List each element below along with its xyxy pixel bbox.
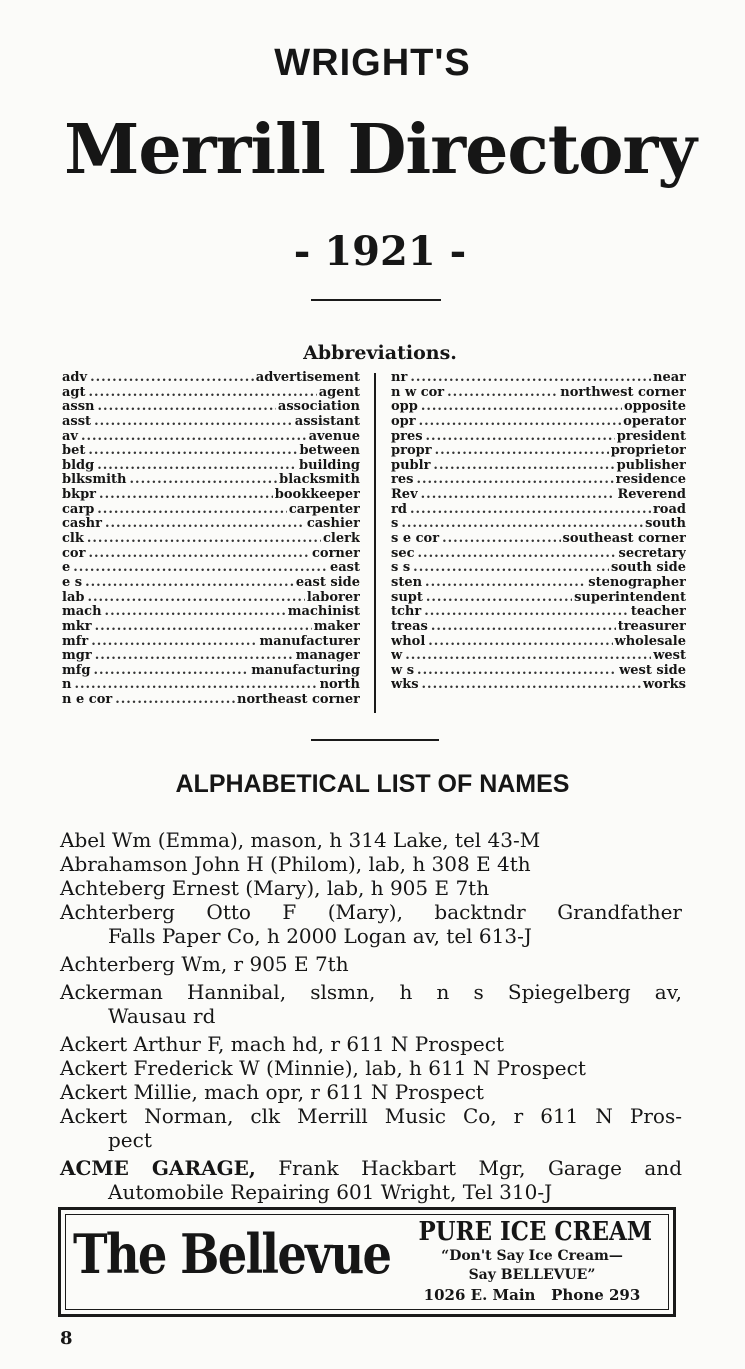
abbreviation-key: n w cor	[391, 385, 445, 400]
abbreviation-row	[62, 430, 360, 445]
abbreviation-key: sec	[391, 546, 415, 561]
abbreviation-row	[391, 664, 686, 679]
entry-continuation: pect	[108, 1128, 152, 1152]
abbreviation-meaning: clerk	[323, 532, 360, 547]
leader-dots	[88, 547, 310, 562]
leader-dots	[94, 415, 293, 430]
abbreviation-key: sten	[391, 575, 423, 590]
section-rule	[311, 739, 439, 741]
leader-dots	[105, 605, 286, 620]
leader-dots	[88, 444, 297, 459]
abbreviation-meaning: carpenter	[288, 502, 360, 517]
abbreviation-meaning: northeast corner	[237, 693, 360, 708]
abbreviation-meaning: bookkeeper	[274, 488, 360, 503]
abbreviation-row	[391, 678, 686, 693]
directory-title: Merrill Directory	[64, 110, 696, 190]
entry-text: Frank Hackbart Mgr, Garage and	[255, 1156, 682, 1180]
abbreviation-meaning: residence	[615, 473, 686, 488]
abbreviation-key: w s	[391, 663, 415, 678]
abbreviation-key: propr	[391, 444, 432, 459]
entry-business-name: ACME GARAGE,	[60, 1156, 256, 1180]
leader-dots	[416, 473, 613, 488]
abbreviation-row	[391, 532, 686, 547]
abbreviation-meaning: east side	[295, 575, 360, 590]
name-entry	[60, 900, 682, 948]
entry-text: Achterberg Wm, r 905 E 7th	[60, 952, 349, 976]
abbreviations-heading: Abbreviations.	[303, 342, 457, 364]
abbreviation-key: asst	[62, 414, 92, 429]
abbreviation-key: lab	[62, 590, 85, 605]
ad-address: 1026 E. Main	[423, 1286, 536, 1304]
abbreviation-key: whol	[391, 634, 426, 649]
abbreviation-row	[391, 430, 686, 445]
abbreviation-key: bldg	[62, 458, 95, 473]
abbreviation-meaning: operator	[623, 414, 686, 429]
abbreviation-row	[391, 620, 686, 635]
abbreviation-key: s s	[391, 561, 411, 576]
abbreviation-key: mfr	[62, 634, 89, 649]
abbreviation-row	[62, 547, 360, 562]
leader-dots	[93, 664, 249, 679]
abbreviation-key: Rev	[391, 488, 418, 503]
abbreviation-meaning: northwest corner	[560, 385, 686, 400]
leader-dots	[97, 459, 297, 474]
abbreviation-meaning: works	[642, 678, 686, 693]
leader-dots	[442, 532, 560, 547]
abbreviation-key: n	[62, 678, 72, 693]
abbreviation-key: carp	[62, 502, 95, 517]
abbreviation-key: av	[62, 429, 78, 444]
abbreviation-key: publr	[391, 458, 431, 473]
abbreviation-key: res	[391, 473, 414, 488]
entry-continuation: Falls Paper Co, h 2000 Logan av, tel 613-J	[108, 924, 532, 948]
leader-dots	[425, 576, 586, 591]
abbreviation-meaning: building	[299, 458, 360, 473]
abbreviation-row	[62, 649, 360, 664]
abbreviation-meaning: proprietor	[610, 444, 686, 459]
name-list	[60, 828, 682, 1204]
entry-text: Abel Wm (Emma), mason, h 314 Lake, tel 43-M	[60, 828, 541, 852]
ad-contact	[403, 1286, 661, 1304]
name-entry	[60, 1032, 682, 1056]
abbreviation-meaning: corner	[311, 546, 360, 561]
abbreviation-meaning: near	[653, 371, 686, 385]
abbreviation-row	[62, 561, 360, 576]
abbreviation-meaning: west	[653, 649, 686, 664]
abbreviation-row	[62, 591, 360, 606]
abbreviation-key: cor	[62, 546, 86, 561]
leader-dots	[90, 371, 254, 386]
ad-slogan	[403, 1247, 661, 1285]
abbreviation-key: blksmith	[62, 473, 127, 488]
abbreviation-row	[391, 605, 686, 620]
ad-slogan-line: Say BELLEVUE”	[468, 1267, 596, 1283]
abbreviation-key: assn	[62, 400, 95, 415]
abbreviation-row	[391, 591, 686, 606]
leader-dots	[431, 620, 616, 635]
leader-dots	[105, 517, 305, 532]
abbreviation-key: nr	[391, 371, 408, 385]
leader-dots	[95, 620, 312, 635]
abbreviation-row	[391, 386, 686, 401]
name-entry	[60, 1080, 682, 1104]
publisher-name: WRIGHT'S	[274, 42, 471, 84]
name-entry	[60, 852, 682, 876]
leader-dots	[410, 371, 651, 386]
list-heading: ALPHABETICAL LIST OF NAMES	[175, 770, 570, 798]
abbreviation-key: rd	[391, 502, 407, 517]
leader-dots	[447, 386, 558, 401]
abbreviation-row	[391, 488, 686, 503]
abbreviation-row	[62, 576, 360, 591]
abbreviation-key: bkpr	[62, 488, 97, 503]
abbreviation-meaning: Reverend	[617, 488, 686, 503]
abbreviation-row	[62, 386, 360, 401]
name-entry	[60, 980, 682, 1028]
name-entry	[60, 1056, 682, 1080]
bellevue-advertisement	[58, 1207, 676, 1317]
entry-text: Ackert Norman, clk Merrill Music Co, r 611 N Pros-	[60, 1104, 682, 1128]
entry-text: Ackerman Hannibal, slsmn, h n s Spiegelberg av,	[60, 980, 682, 1004]
leader-dots	[87, 591, 304, 606]
abbreviation-row	[62, 459, 360, 474]
leader-dots	[99, 488, 273, 503]
abbreviation-row	[391, 371, 686, 386]
leader-dots	[413, 561, 609, 576]
abbreviation-row	[62, 473, 360, 488]
abbreviation-key: w	[391, 649, 403, 664]
abbreviation-meaning: agent	[318, 385, 360, 400]
leader-dots	[97, 503, 287, 518]
abbreviation-meaning: laborer	[306, 590, 360, 605]
entry-text	[60, 1156, 682, 1180]
entry-text: Abrahamson John H (Philom), lab, h 308 E 4th	[60, 852, 531, 876]
leader-dots	[422, 678, 641, 693]
abbreviation-row	[391, 415, 686, 430]
abbreviation-key: adv	[62, 371, 88, 385]
abbreviation-key: clk	[62, 532, 84, 547]
abbreviation-meaning: opposite	[623, 400, 686, 415]
leader-dots	[95, 649, 294, 664]
abbreviations-right-column	[391, 371, 686, 693]
ad-brand: The Bellevue	[73, 1222, 391, 1286]
abbreviation-key: opr	[391, 414, 416, 429]
abbreviation-row	[62, 517, 360, 532]
abbreviation-meaning: president	[616, 429, 686, 444]
leader-dots	[87, 532, 321, 547]
abbreviation-key: pres	[391, 429, 423, 444]
abbreviation-row	[391, 517, 686, 532]
abbreviation-row	[391, 400, 686, 415]
leader-dots	[405, 649, 651, 664]
leader-dots	[417, 664, 617, 679]
abbreviation-meaning: secretary	[618, 546, 686, 561]
abbreviation-meaning: wholesale	[614, 634, 686, 649]
abbreviation-key: n e cor	[62, 693, 113, 708]
abbreviation-meaning: south	[645, 517, 686, 532]
abbreviations-divider	[374, 373, 376, 713]
abbreviation-meaning: east	[329, 561, 360, 576]
abbreviation-meaning: southeast corner	[562, 532, 686, 547]
abbreviation-key: agt	[62, 385, 86, 400]
leader-dots	[85, 576, 294, 591]
leader-dots	[428, 635, 612, 650]
leader-dots	[410, 503, 651, 518]
abbreviation-row	[62, 371, 360, 386]
abbreviation-meaning: cashier	[306, 517, 360, 532]
entry-text: Ackert Arthur F, mach hd, r 611 N Prospect	[60, 1032, 504, 1056]
leader-dots	[435, 444, 609, 459]
leader-dots	[98, 400, 276, 415]
leader-dots	[433, 459, 614, 474]
abbreviation-row	[62, 444, 360, 459]
abbreviation-meaning: assistant	[294, 414, 360, 429]
abbreviation-row	[62, 635, 360, 650]
abbreviations-left-column	[62, 371, 360, 708]
abbreviation-meaning: publisher	[616, 458, 686, 473]
abbreviation-meaning: between	[299, 444, 360, 459]
abbreviation-key: bet	[62, 444, 86, 459]
abbreviation-meaning: north	[319, 678, 360, 693]
abbreviation-key: s e cor	[391, 532, 440, 547]
abbreviation-meaning: avenue	[308, 429, 360, 444]
abbreviation-meaning: blacksmith	[279, 473, 360, 488]
name-entry	[60, 952, 682, 976]
abbreviation-key: treas	[391, 619, 428, 634]
leader-dots	[130, 473, 278, 488]
abbreviation-row	[391, 635, 686, 650]
abbreviation-meaning: manufacturing	[251, 663, 360, 678]
abbreviation-row	[62, 400, 360, 415]
entry-text: Achteberg Ernest (Mary), lab, h 905 E 7th	[60, 876, 490, 900]
leader-dots	[115, 693, 235, 708]
directory-year: - 1921 -	[293, 228, 467, 275]
abbreviation-meaning: maker	[313, 619, 360, 634]
abbreviation-meaning: west side	[619, 663, 686, 678]
abbreviation-row	[62, 693, 360, 708]
name-entry	[60, 1156, 682, 1204]
abbreviation-row	[391, 561, 686, 576]
abbreviation-row	[391, 459, 686, 474]
abbreviation-meaning: stenographer	[588, 575, 686, 590]
name-entry	[60, 876, 682, 900]
abbreviation-meaning: manager	[295, 649, 360, 664]
abbreviation-row	[62, 532, 360, 547]
abbreviation-meaning: machinist	[287, 605, 360, 620]
abbreviation-key: mfg	[62, 663, 91, 678]
abbreviation-key: supt	[391, 590, 423, 605]
abbreviation-meaning: manufacturer	[259, 634, 360, 649]
leader-dots	[74, 678, 317, 693]
leader-dots	[73, 561, 328, 576]
leader-dots	[419, 415, 622, 430]
abbreviation-key: tchr	[391, 605, 422, 620]
abbreviation-key: mgr	[62, 649, 92, 664]
abbreviation-key: opp	[391, 400, 418, 415]
name-entry	[60, 828, 682, 852]
leader-dots	[426, 591, 572, 606]
abbreviation-row	[391, 473, 686, 488]
abbreviation-key: mach	[62, 605, 102, 620]
abbreviation-key: mkr	[62, 619, 92, 634]
abbreviation-key: e s	[62, 575, 83, 590]
abbreviation-row	[391, 547, 686, 562]
abbreviation-meaning: treasurer	[617, 619, 686, 634]
leader-dots	[401, 517, 643, 532]
leader-dots	[421, 400, 622, 415]
abbreviation-row	[391, 503, 686, 518]
leader-dots	[421, 488, 616, 503]
abbreviation-row	[62, 415, 360, 430]
abbreviation-row	[391, 576, 686, 591]
leader-dots	[89, 386, 317, 401]
abbreviation-meaning: south side	[610, 561, 686, 576]
abbreviation-row	[391, 649, 686, 664]
abbreviation-meaning: teacher	[630, 605, 686, 620]
abbreviation-row	[62, 503, 360, 518]
entry-text: Achterberg Otto F (Mary), backtndr Grandfather	[60, 900, 682, 924]
abbreviation-meaning: superintendent	[574, 590, 686, 605]
leader-dots	[418, 547, 617, 562]
abbreviation-row	[62, 664, 360, 679]
abbreviation-row	[62, 620, 360, 635]
page-number: 8	[60, 1328, 73, 1349]
abbreviation-row	[62, 678, 360, 693]
leader-dots	[81, 430, 307, 445]
abbreviation-meaning: association	[277, 400, 360, 415]
abbreviation-key: s	[391, 517, 399, 532]
abbreviation-row	[391, 444, 686, 459]
ad-slogan-line: “Don't Say Ice Cream—	[441, 1248, 623, 1264]
abbreviation-meaning: advertisement	[255, 371, 360, 385]
abbreviation-key: cashr	[62, 517, 102, 532]
abbreviation-key: e	[62, 561, 71, 576]
entry-continuation: Automobile Repairing 601 Wright, Tel 310-J	[108, 1180, 553, 1204]
abbreviation-row	[62, 605, 360, 620]
entry-text: Ackert Frederick W (Minnie), lab, h 611 N Prospect	[60, 1056, 586, 1080]
title-rule	[311, 299, 441, 301]
leader-dots	[424, 605, 629, 620]
abbreviation-key: wks	[391, 678, 419, 693]
ad-product: PURE ICE CREAM	[418, 1217, 653, 1247]
ad-phone: Phone 293	[551, 1286, 641, 1304]
name-entry	[60, 1104, 682, 1152]
entry-continuation: Wausau rd	[108, 1004, 216, 1028]
leader-dots	[91, 635, 257, 650]
abbreviation-row	[62, 488, 360, 503]
abbreviation-meaning: road	[652, 502, 686, 517]
leader-dots	[426, 430, 615, 445]
entry-text: Ackert Millie, mach opr, r 611 N Prospect	[60, 1080, 484, 1104]
